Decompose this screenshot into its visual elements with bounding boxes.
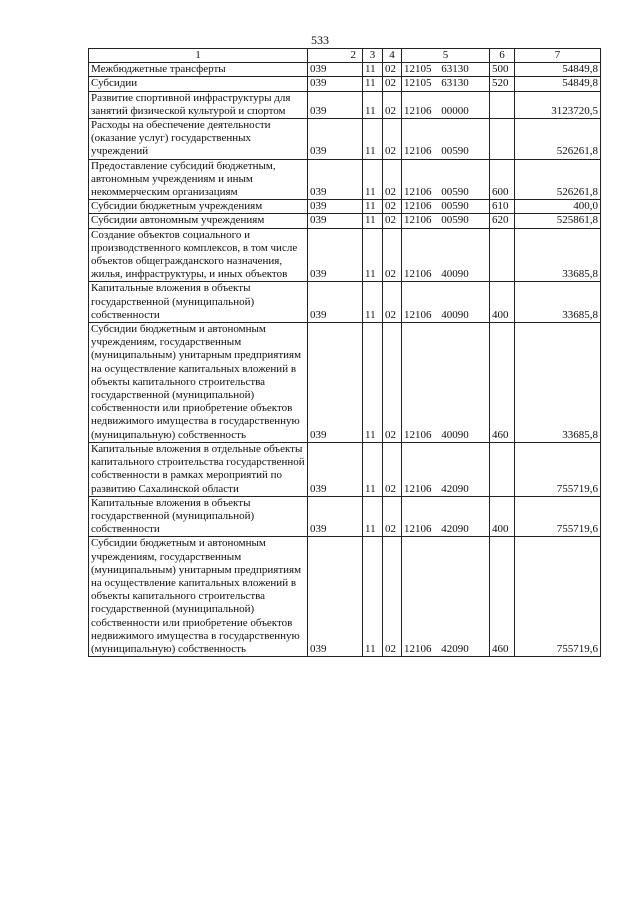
budget-table (88, 48, 601, 657)
table-row (89, 77, 601, 91)
cell-section: 11 (363, 119, 383, 160)
cell-amount: 755719,6 (515, 442, 601, 496)
cell-section: 11 (363, 282, 383, 323)
cell-target-article: 12106 40090 (402, 282, 490, 323)
cell-name: Субсидии бюджетным и автономным учреждениям, государственным (муниципальным) унитарным предприятиям на осуществление капитальных вложений в объекты капитального строительства государственной (муниципальной) собственности или приобретение объектов недвижимого имущества в государственную (муниципальную) собственность (89, 537, 308, 657)
cell-name: Капитальные вложения в объекты государственной (муниципальной) собственности (89, 496, 308, 537)
cell-amount: 526261,8 (515, 159, 601, 200)
cell-expense-type: 500 (490, 63, 515, 77)
cell-expense-type: 610 (490, 200, 515, 214)
cell-amount: 33685,8 (515, 323, 601, 443)
table-row (89, 200, 601, 214)
table-row (89, 537, 601, 657)
cell-section: 11 (363, 214, 383, 228)
cell-name: Предоставление субсидий бюджетным, автономным учреждениям и иным некоммерческим организациям (89, 159, 308, 200)
cell-subsection: 02 (383, 282, 402, 323)
cell-expense-type: 460 (490, 323, 515, 443)
table-row (89, 91, 601, 118)
cell-amount: 400,0 (515, 200, 601, 214)
table-body (89, 63, 601, 657)
cell-section: 11 (363, 537, 383, 657)
cell-section: 11 (363, 159, 383, 200)
cell-name: Субсидии бюджетным и автономным учреждениям, государственным (муниципальным) унитарным предприятиям на осуществление капитальных вложений в объекты капитального строительства государственной (муниципальной) собственности или приобретение объектов недвижимого имущества в государственную (муниципальную) собственность (89, 323, 308, 443)
cell-expense-type: 460 (490, 537, 515, 657)
cell-grbs: 039 (308, 496, 363, 537)
cell-subsection: 02 (383, 228, 402, 282)
cell-target-article: 12105 63130 (402, 63, 490, 77)
cell-expense-type (490, 119, 515, 160)
cell-subsection: 02 (383, 442, 402, 496)
cell-subsection: 02 (383, 63, 402, 77)
cell-grbs: 039 (308, 91, 363, 118)
cell-amount: 755719,6 (515, 537, 601, 657)
cell-grbs: 039 (308, 282, 363, 323)
cell-section: 11 (363, 91, 383, 118)
table-row (89, 119, 601, 160)
cell-grbs: 039 (308, 323, 363, 443)
table-row (89, 63, 601, 77)
cell-subsection: 02 (383, 159, 402, 200)
cell-amount: 33685,8 (515, 228, 601, 282)
cell-expense-type: 520 (490, 77, 515, 91)
cell-subsection: 02 (383, 214, 402, 228)
cell-grbs: 039 (308, 537, 363, 657)
cell-target-article: 12106 42090 (402, 537, 490, 657)
table-row (89, 159, 601, 200)
cell-name: Развитие спортивной инфраструктуры для занятий физической культурой и спортом (89, 91, 308, 118)
cell-grbs: 039 (308, 442, 363, 496)
cell-grbs: 039 (308, 214, 363, 228)
cell-grbs: 039 (308, 200, 363, 214)
cell-target-article: 12106 00000 (402, 91, 490, 118)
cell-expense-type: 620 (490, 214, 515, 228)
cell-expense-type: 600 (490, 159, 515, 200)
cell-grbs: 039 (308, 119, 363, 160)
cell-target-article: 12106 40090 (402, 228, 490, 282)
cell-target-article: 12106 00590 (402, 159, 490, 200)
cell-amount: 525861,8 (515, 214, 601, 228)
cell-name: Субсидии автономным учреждениям (89, 214, 308, 228)
cell-section: 11 (363, 228, 383, 282)
cell-grbs: 039 (308, 159, 363, 200)
cell-subsection: 02 (383, 200, 402, 214)
cell-target-article: 12105 63130 (402, 77, 490, 91)
cell-subsection: 02 (383, 496, 402, 537)
column-header: 7 (515, 49, 601, 63)
cell-amount: 526261,8 (515, 119, 601, 160)
cell-target-article: 12106 40090 (402, 323, 490, 443)
cell-amount: 54849,8 (515, 77, 601, 91)
cell-amount: 755719,6 (515, 496, 601, 537)
cell-expense-type: 400 (490, 282, 515, 323)
cell-section: 11 (363, 77, 383, 91)
cell-target-article: 12106 00590 (402, 214, 490, 228)
cell-name: Межбюджетные трансферты (89, 63, 308, 77)
column-header: 1 (89, 49, 308, 63)
table-row (89, 496, 601, 537)
cell-subsection: 02 (383, 323, 402, 443)
cell-grbs: 039 (308, 63, 363, 77)
cell-grbs: 039 (308, 228, 363, 282)
header-row (89, 49, 601, 63)
cell-name: Расходы на обеспечение деятельности (оказание услуг) государственных учреждений (89, 119, 308, 160)
cell-name: Субсидии (89, 77, 308, 91)
cell-amount: 54849,8 (515, 63, 601, 77)
cell-target-article: 12106 00590 (402, 200, 490, 214)
column-header: 2 (308, 49, 363, 63)
table-row (89, 323, 601, 443)
table-row (89, 442, 601, 496)
column-header: 4 (383, 49, 402, 63)
cell-subsection: 02 (383, 537, 402, 657)
table-row (89, 228, 601, 282)
cell-subsection: 02 (383, 91, 402, 118)
column-header: 3 (363, 49, 383, 63)
column-header: 5 (402, 49, 490, 63)
cell-target-article: 12106 42090 (402, 496, 490, 537)
cell-amount: 3123720,5 (515, 91, 601, 118)
cell-section: 11 (363, 63, 383, 77)
table-row (89, 282, 601, 323)
cell-subsection: 02 (383, 119, 402, 160)
cell-name: Капитальные вложения в отдельные объекты капитального строительства государственной собственности в рамках мероприятий по развитию Сахалинской области (89, 442, 308, 496)
page-number: 533 (311, 33, 329, 47)
cell-target-article: 12106 42090 (402, 442, 490, 496)
cell-section: 11 (363, 442, 383, 496)
cell-amount: 33685,8 (515, 282, 601, 323)
cell-name: Создание объектов социального и производственного комплексов, в том числе объектов общегражданского назначения, жилья, инфраструктуры, и иных объектов (89, 228, 308, 282)
cell-name: Субсидии бюджетным учреждениям (89, 200, 308, 214)
cell-expense-type (490, 91, 515, 118)
cell-target-article: 12106 00590 (402, 119, 490, 160)
cell-section: 11 (363, 496, 383, 537)
cell-section: 11 (363, 200, 383, 214)
cell-grbs: 039 (308, 77, 363, 91)
cell-expense-type: 400 (490, 496, 515, 537)
cell-expense-type (490, 442, 515, 496)
cell-expense-type (490, 228, 515, 282)
cell-section: 11 (363, 323, 383, 443)
cell-subsection: 02 (383, 77, 402, 91)
cell-name: Капитальные вложения в объекты государственной (муниципальной) собственности (89, 282, 308, 323)
table-row (89, 214, 601, 228)
column-header: 6 (490, 49, 515, 63)
